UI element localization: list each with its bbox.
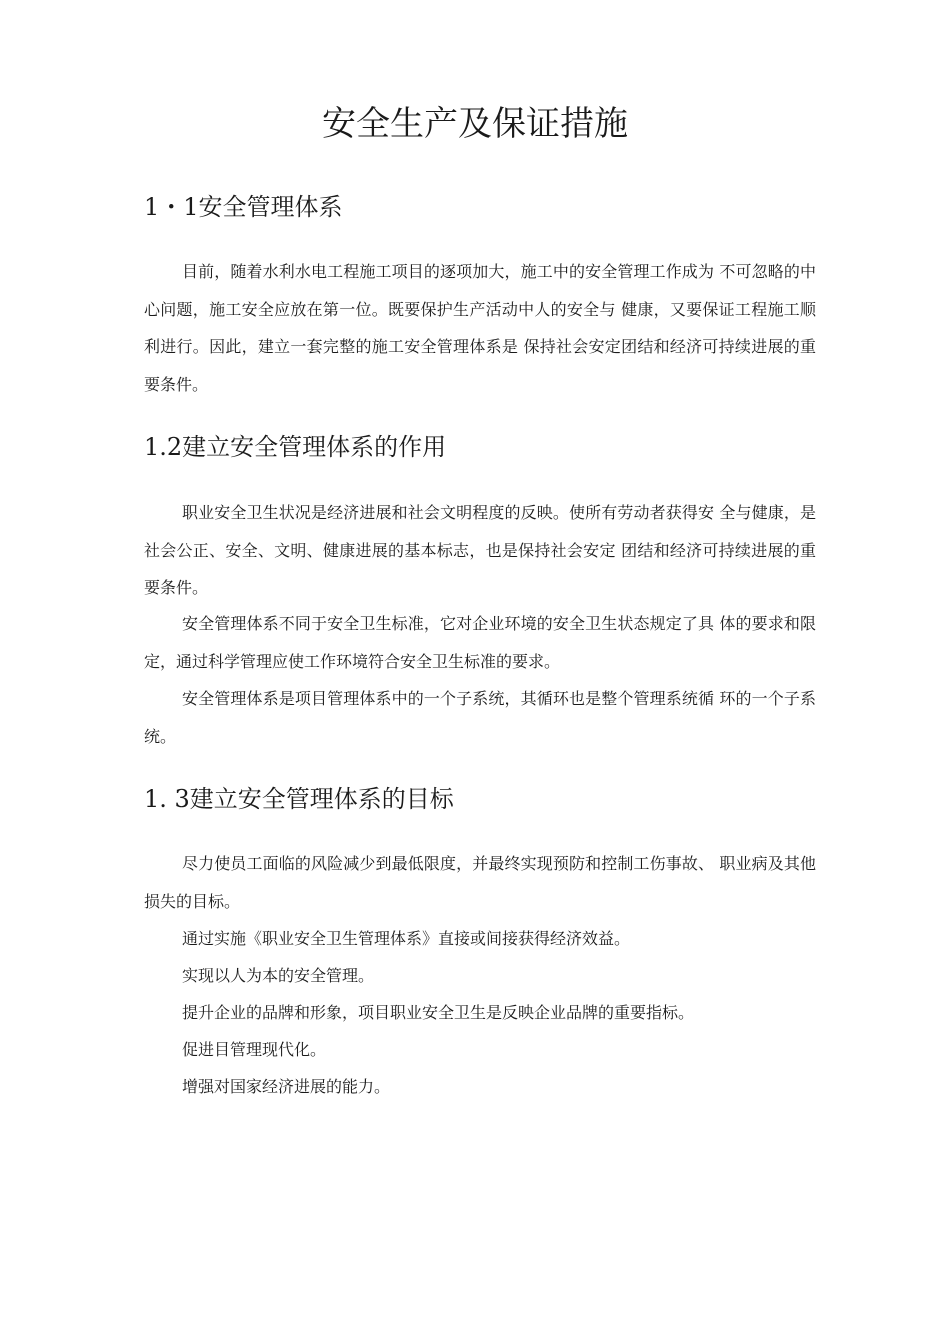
document-title: 安全生产及保证措施 [322,104,628,144]
goal-line-people-oriented: 实现以人为本的安全管理。 [182,966,375,985]
section-1-2-paragraph-3: 安全管理体系是项目管理体系中的一个子系统，其循环也是整个管理系统循 环的一个子系统。 [144,689,816,746]
section-1-3-paragraph: 尽力使员工面临的风险减少到最低限度，并最终实现预防和控制工伤事故、 职业病及其他损失的目标。 [144,854,816,911]
section-heading-1-2: 1.2建立安全管理体系的作用 [144,433,447,461]
goal-line-national-development: 增强对国家经济进展的能力。 [182,1077,391,1096]
goal-line-economic-benefit: 通过实施《职业安全卫生管理体系》直接或间接获得经济效益。 [182,929,631,948]
goal-line-modernization: 促进目管理现代化。 [182,1040,327,1059]
section-1-1-paragraph: 目前，随着水利水电工程施工项目的逐项加大，施工中的安全管理工作成为 不可忽略的中心问题，施工安全应放在第一位。既要保护生产活动中人的安全与 健康，又要保证工程施工顺利进行。因此，建立一套完整的施工安全管理体系是 保持社会安定团结和经济可持续进展的重要条件。 [144,262,816,394]
section-1-2-paragraph-1: 职业安全卫生状况是经济进展和社会文明程度的反映。使所有劳动者获得安 全与健康，是社会公正、安全、文明、健康进展的基本标志，也是保持社会安定 团结和经济可持续进展的重要条件。 [144,503,816,597]
section-heading-1-3: 1. 3建立安全管理体系的目标 [144,785,454,813]
section-heading-1-1: 1・1安全管理体系 [144,193,343,221]
section-1-2-paragraph-2: 安全管理体系不同于安全卫生标准，它对企业环境的安全卫生状态规定了具 体的要求和限定，通过科学管理应使工作环境符合安全卫生标准的要求。 [144,614,816,671]
goal-line-brand-image: 提升企业的品牌和形象，项目职业安全卫生是反映企业品牌的重要指标。 [182,1003,695,1022]
